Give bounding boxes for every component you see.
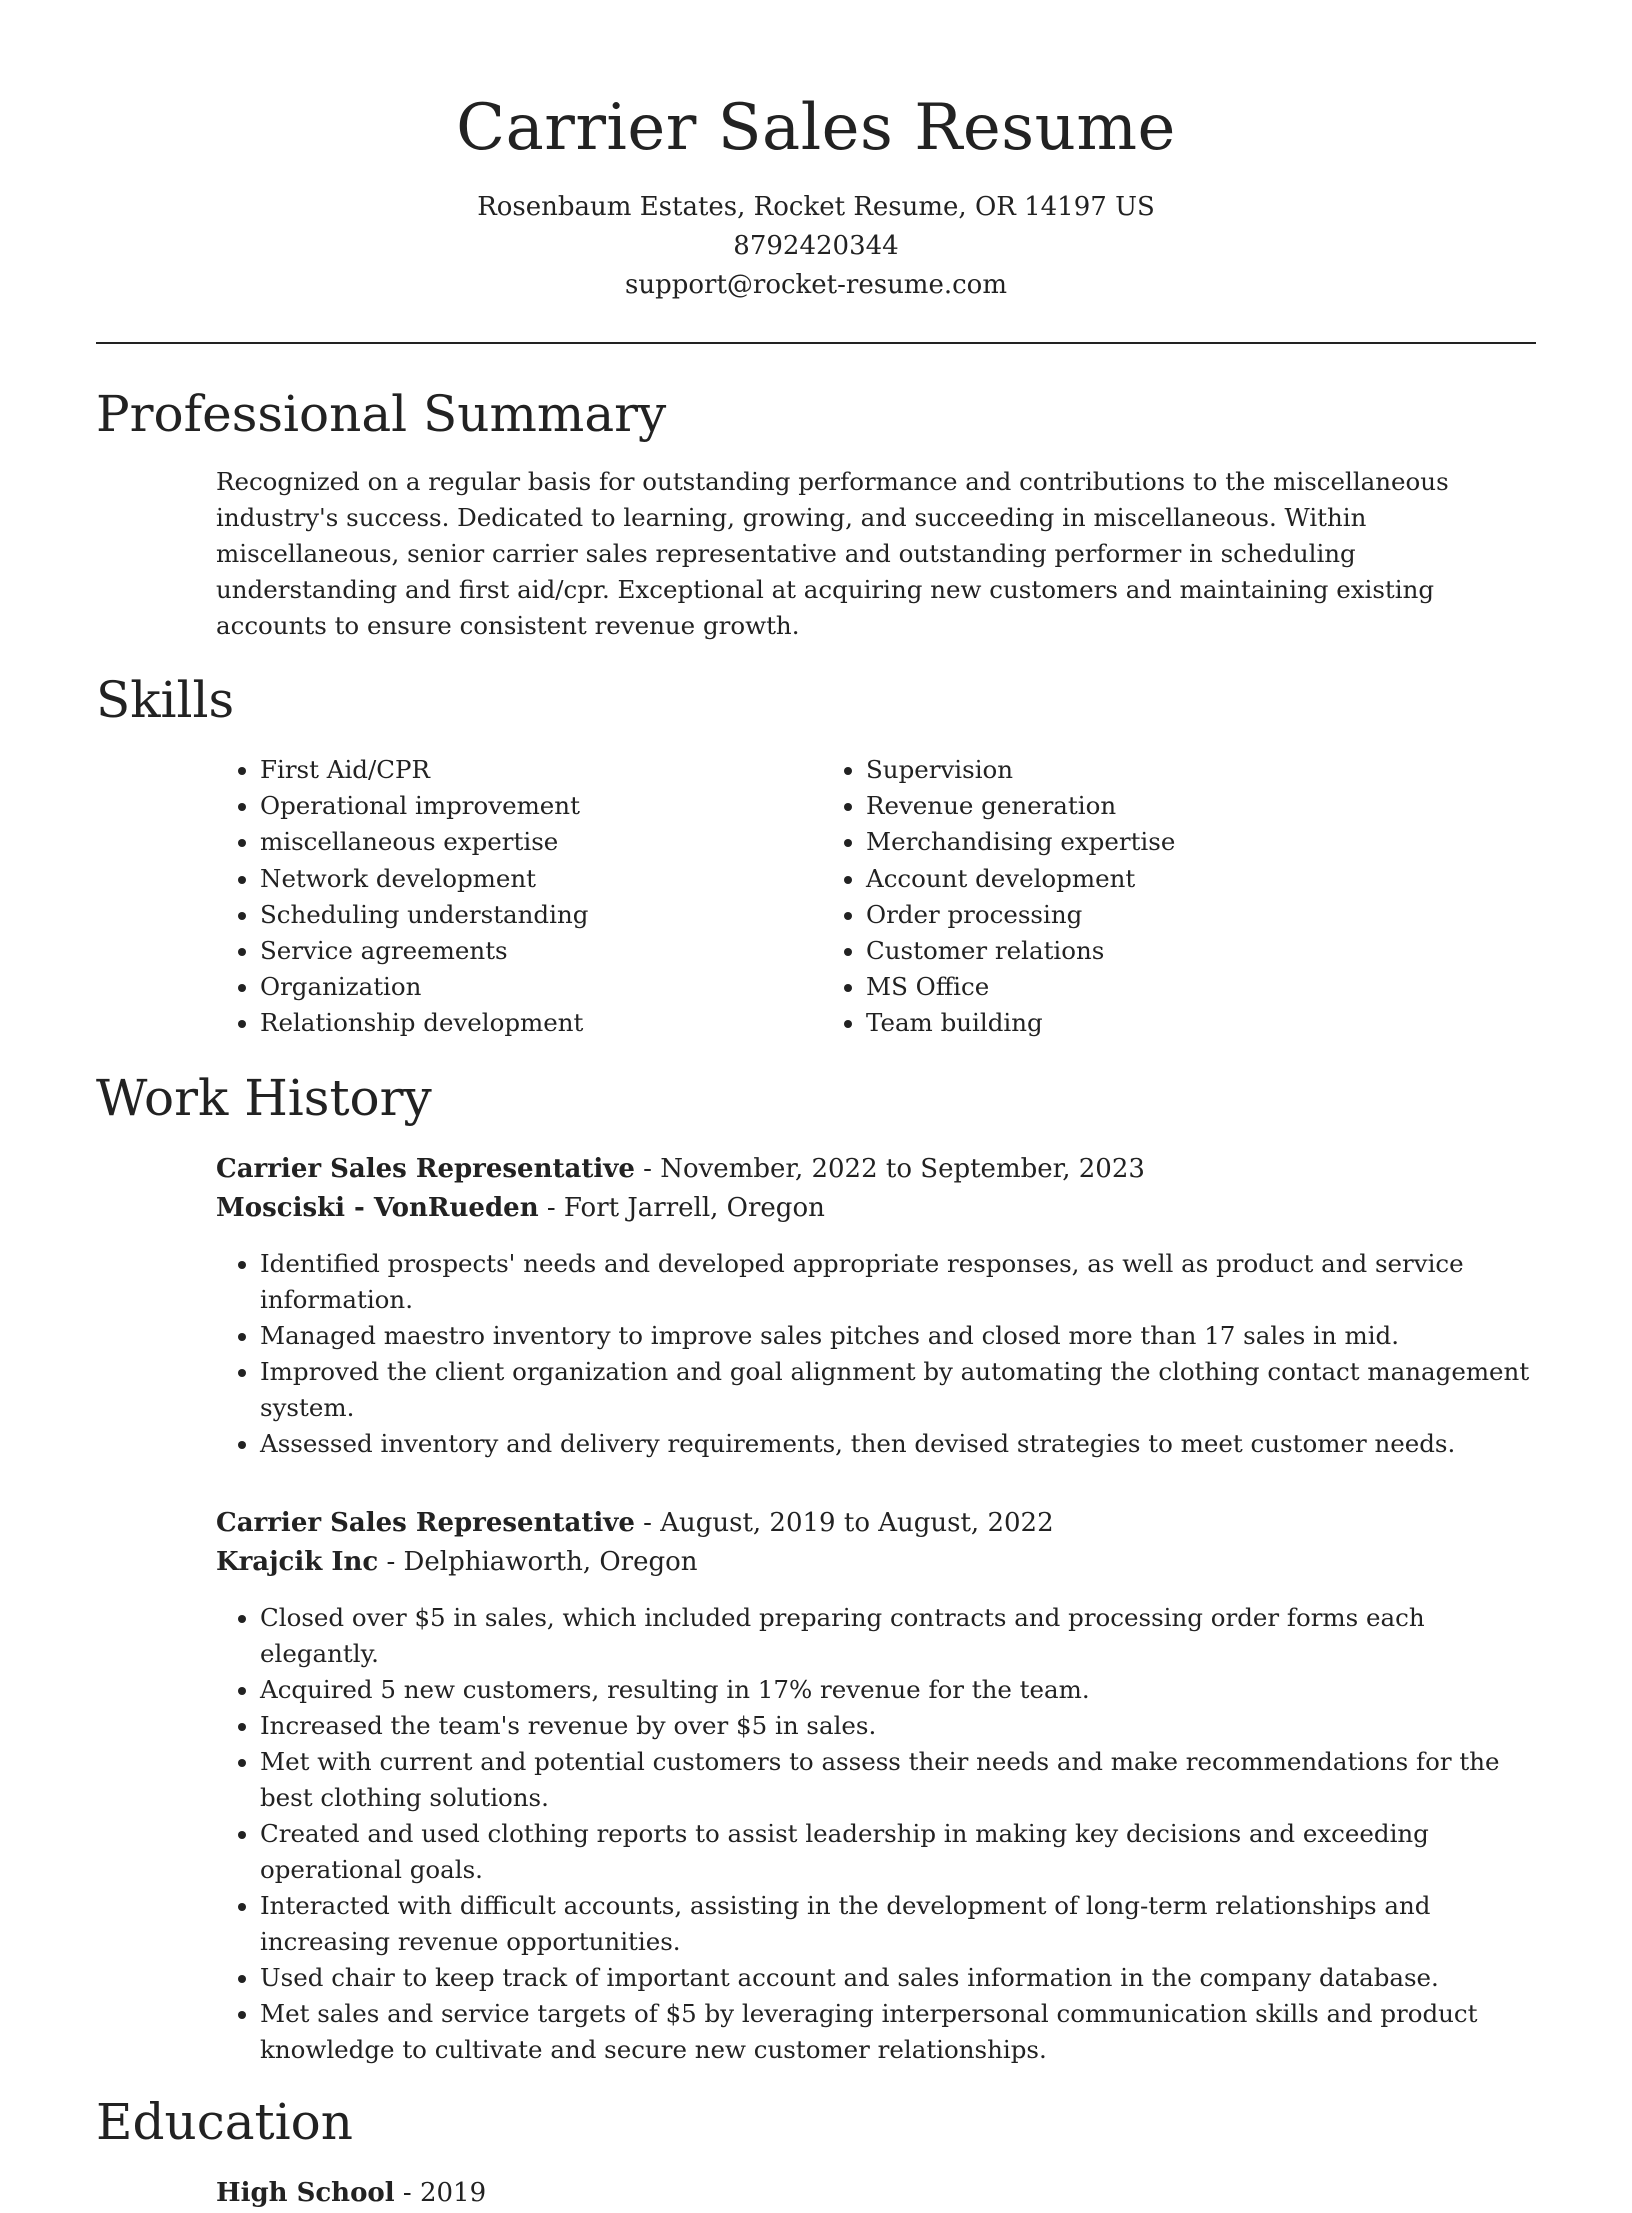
skill-item: • Account development bbox=[866, 861, 1428, 897]
job-company: Krajcik Inc bbox=[216, 1546, 379, 1577]
job-company-line bbox=[216, 1189, 1536, 1228]
job-company-line bbox=[216, 1543, 1536, 1582]
job-title: Carrier Sales Representative bbox=[216, 1153, 635, 1184]
job-duty-item: • Increased the team's revenue by over $5 in sales. bbox=[260, 1708, 1536, 1744]
job-dates: - November, 2022 to September, 2023 bbox=[634, 1153, 1145, 1184]
summary-section bbox=[96, 382, 1536, 644]
skills-section bbox=[96, 668, 1536, 1042]
job-location: - Fort Jarrell, Oregon bbox=[538, 1192, 825, 1223]
skill-item: • Merchandising expertise bbox=[866, 824, 1428, 860]
summary-heading: Professional Summary bbox=[96, 385, 667, 443]
skill-item: • miscellaneous expertise bbox=[260, 824, 822, 860]
job-duties-list bbox=[216, 1600, 1536, 2068]
phone-text: 8792420344 bbox=[733, 231, 899, 261]
address-text: Rosenbaum Estates, Rocket Resume, OR 14197 US bbox=[477, 192, 1155, 222]
job-duty-item: • Assessed inventory and delivery requirements, then devised strategies to meet customer needs. bbox=[260, 1426, 1536, 1462]
email-text: support@rocket-resume.com bbox=[624, 270, 1007, 300]
work-history-section bbox=[96, 1066, 1536, 2068]
page-title: Carrier Sales Resume bbox=[456, 91, 1176, 165]
job-entry bbox=[216, 1504, 1536, 2068]
job-duty-item: • Improved the client organization and goal alignment by automating the clothing contact management system. bbox=[260, 1354, 1536, 1426]
job-duty-item: • Managed maestro inventory to improve sales pitches and closed more than 17 sales in mid. bbox=[260, 1318, 1536, 1354]
job-duty-item: • Interacted with difficult accounts, assisting in the development of long-term relationships and increasing revenue opportunities. bbox=[260, 1888, 1536, 1960]
job-location: - Delphiaworth, Oregon bbox=[378, 1546, 698, 1577]
job-title-line bbox=[216, 1504, 1536, 1543]
education-section bbox=[96, 2090, 1536, 2213]
job-duty-item: • Met sales and service targets of $5 by leveraging interpersonal communication skills and product knowledge to cultivate and secure new customer relationships. bbox=[260, 1996, 1536, 2068]
job-title: Carrier Sales Representative bbox=[216, 1507, 635, 1538]
skill-item: • Order processing bbox=[866, 897, 1428, 933]
skill-item: • First Aid/CPR bbox=[260, 752, 822, 788]
summary-text: Recognized on a regular basis for outstanding performance and contributions to the miscellaneous industry's success. Dedicated to learning, growing, and succeeding in miscellaneous. Within miscellaneous, senior carrier sales representative and outstanding performer in scheduling understanding and first aid/cpr. Exceptional at acquiring new customers and maintaining existing accounts to ensure consistent revenue growth. bbox=[216, 467, 1449, 640]
skills-grid bbox=[216, 752, 1536, 1042]
skills-column-right bbox=[822, 752, 1428, 1042]
skill-item: • MS Office bbox=[866, 969, 1428, 1005]
education-entry bbox=[216, 2174, 1536, 2213]
education-year: - 2019 bbox=[394, 2177, 487, 2208]
skill-item: • Service agreements bbox=[260, 933, 822, 969]
resume-page bbox=[96, 0, 1536, 2213]
work-history-heading: Work History bbox=[96, 1068, 432, 1127]
skill-item: • Revenue generation bbox=[866, 788, 1428, 824]
skills-column-left bbox=[216, 752, 822, 1042]
job-duty-item: • Acquired 5 new customers, resulting in 17% revenue for the team. bbox=[260, 1672, 1536, 1708]
skill-item: • Supervision bbox=[866, 752, 1428, 788]
job-company: Mosciski - VonRueden bbox=[216, 1192, 539, 1223]
education-degree: High School bbox=[216, 2177, 395, 2208]
skill-item: • Scheduling understanding bbox=[260, 897, 822, 933]
job-duty-item: • Used chair to keep track of important account and sales information in the company database. bbox=[260, 1960, 1536, 1996]
job-dates: - August, 2019 to August, 2022 bbox=[634, 1507, 1054, 1538]
job-duty-item: • Identified prospects' needs and developed appropriate responses, as well as product and service information. bbox=[260, 1246, 1536, 1318]
skills-heading: Skills bbox=[96, 671, 235, 729]
skill-item: • Network development bbox=[260, 861, 822, 897]
resume-header bbox=[96, 0, 1536, 305]
skill-item: • Team building bbox=[866, 1005, 1428, 1041]
job-duties-list bbox=[216, 1246, 1536, 1462]
skill-item: • Organization bbox=[260, 969, 822, 1005]
skill-item: • Operational improvement bbox=[260, 788, 822, 824]
education-heading: Education bbox=[96, 2092, 353, 2151]
skill-item: • Customer relations bbox=[866, 933, 1428, 969]
job-title-line bbox=[216, 1150, 1536, 1189]
job-duty-item: • Created and used clothing reports to assist leadership in making key decisions and exceeding operational goals. bbox=[260, 1816, 1536, 1888]
job-duty-item: • Closed over $5 in sales, which included preparing contracts and processing order forms each elegantly. bbox=[260, 1600, 1536, 1672]
header-divider bbox=[96, 342, 1536, 344]
job-duty-item: • Met with current and potential customers to assess their needs and make recommendations for the best clothing solutions. bbox=[260, 1744, 1536, 1816]
contact-info bbox=[96, 188, 1536, 305]
skill-item: • Relationship development bbox=[260, 1005, 822, 1041]
job-entry bbox=[216, 1150, 1536, 1462]
